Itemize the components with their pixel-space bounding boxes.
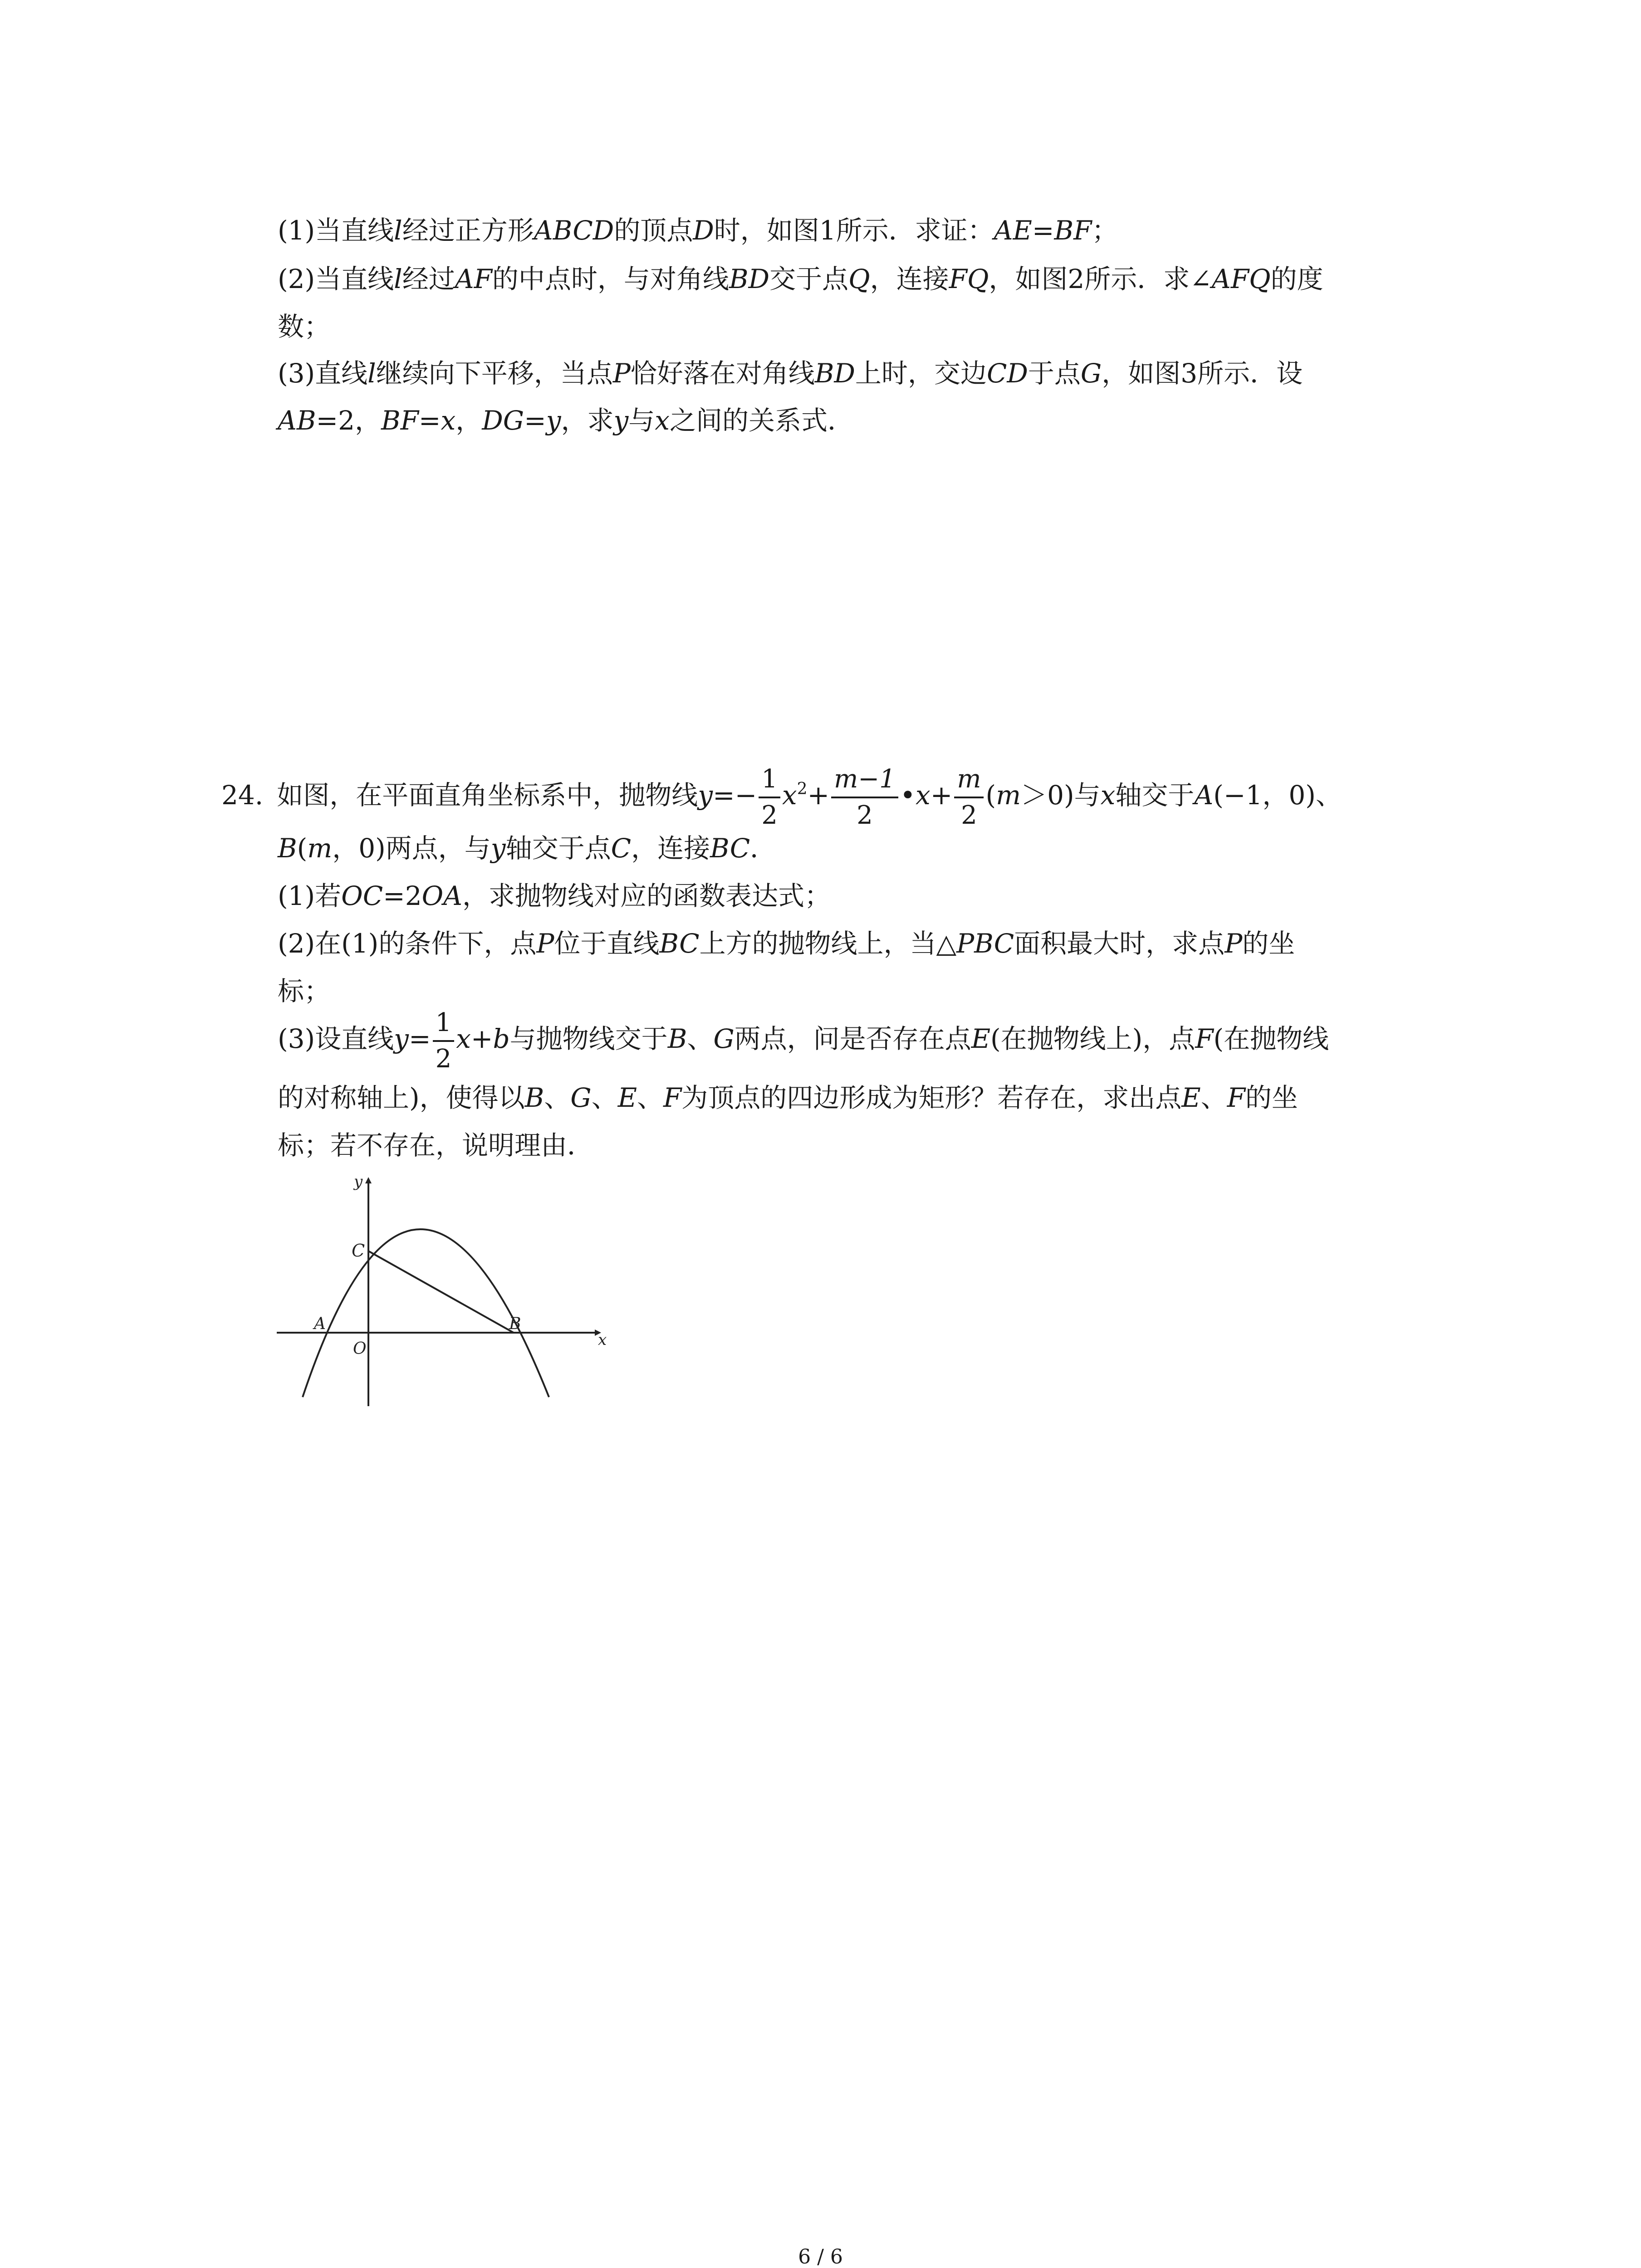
label-a: A xyxy=(314,1315,326,1333)
label-y: y xyxy=(354,1173,363,1191)
fraction-half: $\frac{1}{2}$ xyxy=(759,767,780,828)
q23-part3-line2: AB=2，BF=x，DG=y，求y与x之间的关系式． xyxy=(278,405,854,436)
q24-part1: (1)若OC=2OA，求抛物线对应的函数表达式； xyxy=(278,880,831,911)
parabola-figure xyxy=(272,1170,617,1424)
segment-bc xyxy=(368,1251,514,1333)
label-o: O xyxy=(353,1339,367,1358)
parabola-curve xyxy=(303,1229,549,1397)
q23-part2-line1: (2)当直线l经过AF的中点时，与对角线BD交于点Q，连接FQ，如图2所示．求∠AFQ的度 xyxy=(278,264,1323,294)
q24-part2-line2: 标； xyxy=(278,976,331,1007)
q24-part3-line3: 标；若不存在，说明理由． xyxy=(278,1130,594,1161)
fraction-m-half: $\frac{m}{2}$ xyxy=(954,767,984,828)
label-b: B xyxy=(509,1315,521,1333)
q24-part3-line1: (3)设直线y= $\frac{1}{2}$ x+b与抛物线交于B、G两点，问是否存在点E(在抛物线上)，点F(在抛物线 xyxy=(278,1007,1329,1074)
q23-part2-line2: 数； xyxy=(278,311,331,342)
q23-part1: (1)当直线l经过正方形ABCD的顶点D时，如图1所示．求证：AE=BF； xyxy=(278,215,1118,246)
label-x: x xyxy=(598,1331,607,1349)
question-number: 24. xyxy=(221,780,264,811)
q24-part2-line1: (2)在(1)的条件下，点P位于直线BC上方的抛物线上，当△PBC面积最大时，求点P的坐 xyxy=(278,928,1295,959)
fraction-m-minus-1: $\frac{m-1}{2}$ xyxy=(831,767,898,828)
fraction-half: $\frac{1}{2}$ xyxy=(433,1010,455,1072)
page-number: 6 / 6 xyxy=(798,2245,843,2268)
q24-part3-line2: 的对称轴上)，使得以B、G、E、F为顶点的四边形成为矩形？若存在，求出点E、F的坐 xyxy=(278,1082,1298,1113)
q24-line2: B(m，0)两点，与y轴交于点C，连接BC． xyxy=(278,833,777,864)
q23-part3-line1: (3)直线l继续向下平移，当点P恰好落在对角线BD上时，交边CD于点G，如图3所示．设 xyxy=(278,358,1303,389)
q24-intro: 24. 如图，在平面直角坐标系中，抛物线y=− $\frac{1}{2}$ $x^2+$ $\frac{m-1}{2}$ •x+ $\frac{m}{2}$ (m＞0)与x轴交于A(−1，0)、 xyxy=(221,764,1342,830)
label-c: C xyxy=(352,1241,365,1261)
